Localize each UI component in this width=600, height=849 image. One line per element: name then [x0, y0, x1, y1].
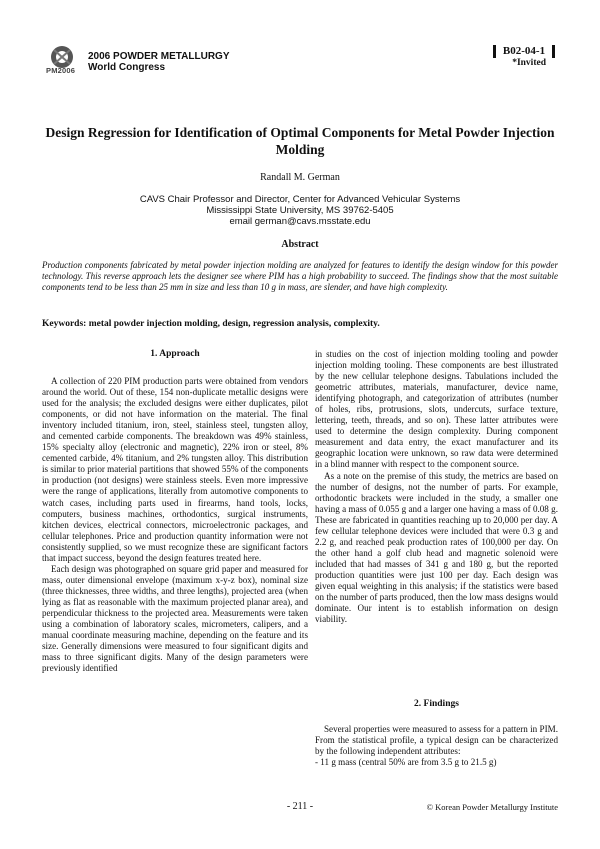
right-column — [315, 349, 558, 625]
paper-code-badge — [493, 45, 555, 58]
conference-name: 2006 POWDER METALLURGY — [88, 51, 230, 62]
paragraph: in studies on the cost of injection molding tooling and powder injection molding tooling. These components are best illustrated by the new cellular telephone designs. Tabulations included the geometric attributes, materials, manufacturer, device name, identifying photograph, and categorization of attributes (number of holes, ribs, protrusions, slots, undercuts, surface texture, lettering, teeth, threads, and so on). These latter attributes were used to determine the design complexity. During component measurement and data entry, the exact manufacturer and its geographic location were unknown, so raw data were determined in a blind manner with respect to the component source. — [315, 349, 558, 470]
abstract-text: Production components fabricated by metal powder injection molding are analyzed for features to identify the design window for this powder technology. This reverse approach lets the designer see where PIM has a high probability to succeed. The findings show that the most suitable components tend to be less than 25 mm in size and less than 10 g in mass, are slender, and have high complexity. — [42, 260, 558, 292]
author-name: Randall M. German — [260, 172, 340, 183]
conference-subtitle: World Congress — [88, 62, 166, 73]
affiliation-line-1: CAVS Chair Professor and Director, Center for Advanced Vehicular Systems — [139, 194, 461, 205]
paragraph: Each design was photographed on square grid paper and measured for mass, outer dimensional envelope (maximum x-y-z box), nominal size (three thicknesses, three widths, and three lengths), projected area (when lying as flat as reasonable with the maximum projected planar area), and perpendicular thickness to the projected area. Measurements were taken using a combination of laboratory scales, micrometers, calipers, and a manual coordinate measuring machine, depending on the feature and its size. Generally dimensions were measured to four significant digits and mass to three significant digits. Many of the design parameters were previously identified — [42, 563, 308, 674]
section-heading-approach: 1. Approach — [150, 349, 200, 359]
paper-title: Design Regression for Identification of Optimal Components for Metal Powder Injection Molding — [45, 125, 555, 157]
section-heading-findings: 2. Findings — [414, 699, 459, 709]
paper-code: B02-04-1 — [502, 45, 546, 57]
paragraph: Several properties were measured to assess for a pattern in PIM. From the statistical profile, a typical design can be characterized by the following independent attributes: — [315, 724, 558, 757]
logo-text: PM2006 — [46, 66, 76, 75]
author-email: email german@cavs.msstate.edu — [229, 216, 371, 227]
paragraph: As a note on the premise of this study, the metrics are based on the number of designs, not the number of parts. For example, orthodontic brackets were included in the study, a smaller one having a mass of 0.055 g and a larger one having a mass of 0.08 g. These are fabricated in quantities reaching up to 20,000 per day. A few cellular telephone devices were included that were 0.3 g and 2.2 g, and reached peak production rates of 100,000 per day. On the other hand a golf club head and magnetic solenoid were included that had masses of 341 g and 180 g, but the reported production quantities were just 100 per day. Each design was given equal weighting in this analysis; if the statistics were based on the number of parts produced, then the low mass designs would dominate. Our intent is to establish information on design viability. — [315, 470, 558, 625]
abstract-heading: Abstract — [281, 239, 319, 250]
left-column — [42, 376, 308, 674]
invited-label: *Invited — [512, 58, 546, 68]
pm2006-logo-icon — [43, 44, 81, 82]
page-number: - 211 - — [286, 801, 314, 812]
copyright-notice: © Korean Powder Metallurgy Institute — [426, 802, 558, 812]
findings-text — [315, 724, 558, 768]
keywords: Keywords: metal powder injection molding, design, regression analysis, complexity. — [42, 319, 380, 329]
paragraph: A collection of 220 PIM production parts were obtained from vendors around the world. Out of these, 154 non-duplicate metallic designs were used for the analysis; the excluded designs were either duplicates, pilot components, or did not have information on the material. The final inventory included titanium, iron, steel, stainless steel, tungsten alloy, and cemented carbide components. The breakdown was 49% stainless, 15% specialty alloy (electronic and magnetic), 22% iron or steel, 8% cemented carbide, 4% titanium, and 2% tungsten alloy. This distribution is similar to prior material partitions that showed 55% of the components in production (not designs) were stainless steels. Even more impressive were the range of applications, literally from automotive components to watch cases, including parts used in firearms, hand tools, locks, computers, business machines, orthodontics, surgical instruments, kitchen devices, electrical connectors, microelectronic packages, and cellular telephones. Price and production quantity information were not consistently supplied, so we must recognize these are significant factors that impact success, beyond the design features treated here. — [42, 376, 308, 563]
list-item: - 11 g mass (central 50% are from 3.5 g to 21.5 g) — [315, 757, 497, 768]
affiliation-line-2: Mississippi State University, MS 39762-5405 — [206, 205, 394, 216]
